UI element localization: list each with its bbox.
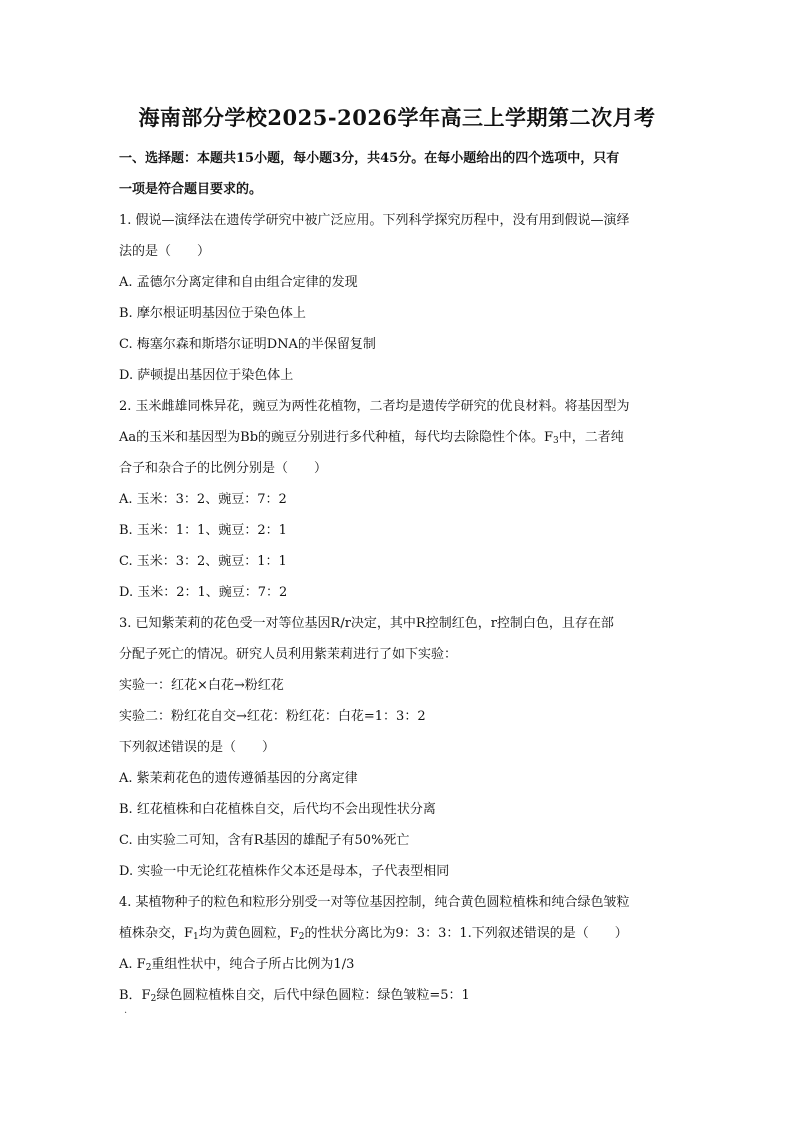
q4-option-b-post: 绿色圆粒植株自交，后代中绿色圆粒：绿色皱粒=5：1 [156, 988, 470, 1003]
stray-mark: · [124, 1008, 128, 1019]
q3-stem-line-1: 3. 已知紫茉莉的花色受一对等位基因R/r决定，其中R控制红色，r控制白色，且存在部 [119, 616, 614, 631]
q1-option-b: B. 摩尔根证明基因位于染色体上 [119, 306, 306, 321]
q4-stem-line-2 [119, 918, 679, 949]
q2-option-b: B. 玉米：1：1、豌豆：2：1 [119, 523, 287, 538]
q1-option-d: D. 萨顿提出基因位于染色体上 [119, 368, 294, 383]
q2-stem-line-2-tail: 中，二者纯 [558, 430, 624, 445]
q4-option-a-sub: 2 [145, 963, 152, 973]
q2-stem-line-1: 2. 玉米雌雄同株异花，豌豆为两性花植物，二者均是遗传学研究的优良材料。将基因型为 [119, 399, 630, 414]
q4-subscript-2: 2 [298, 932, 305, 942]
section-instructions-line-2: 一项是符合题目要求的。 [119, 182, 263, 197]
q4-option-b [119, 980, 679, 1011]
q4-stem-2-c: 的性状分离比为9：3：3：1.下列叙述错误的是（ ） [304, 926, 628, 941]
q3-question: 下列叙述错误的是（ ） [119, 740, 276, 755]
q3-option-a: A. 紫茉莉花色的遗传遵循基因的分离定律 [119, 771, 358, 786]
page-title: 海南部分学校2025-2026学年高三上学期第二次月考 [138, 105, 656, 130]
q4-stem-2-b: 均为黄色圆粒，F [198, 926, 299, 941]
q4-subscript-1: 1 [193, 932, 199, 942]
section-instructions-line-1: 一、选择题：本题共15小题，每小题3分，共45分。在每小题给出的四个选项中，只有 [119, 151, 620, 166]
q3-option-d: D. 实验一中无论红花植株作父本还是母本，子代表型相同 [119, 864, 450, 879]
q2-stem-line-2-text: Aa的玉米和基因型为Bb的豌豆分别进行多代种植，每代均去除隐性个体。F [119, 430, 554, 445]
q1-stem-line-2: 法的是（ ） [119, 244, 211, 259]
q1-stem-line-1: 1. 假说—演绎法在遗传学研究中被广泛应用。下列科学探究历程中，没有用到假说—演绎 [119, 213, 630, 228]
q3-stem-line-2: 分配子死亡的情况。研究人员利用紫茉莉进行了如下实验： [119, 647, 458, 662]
q3-experiment-1: 实验一：红花×白花→粉红花 [119, 678, 284, 693]
q2-option-c: C. 玉米：3：2、豌豆：1：1 [119, 554, 287, 569]
q4-option-b-sub: 2 [150, 994, 157, 1004]
q4-option-a-post: 重组性状中，纯合子所占比例为1/3 [151, 957, 355, 972]
q3-experiment-2: 实验二：粉红花自交→红花：粉红花：白花=1：3：2 [119, 709, 426, 724]
q3-option-b: B. 红花植株和白花植株自交，后代均不会出现性状分离 [119, 802, 436, 817]
q2-stem-line-2 [119, 422, 679, 453]
question-content [119, 143, 679, 1011]
q2-option-a: A. 玉米：3：2、豌豆：7：2 [119, 492, 287, 507]
q2-option-d: D. 玉米：2：1、豌豆：7：2 [119, 585, 288, 600]
q2-subscript: 3 [553, 436, 559, 446]
q1-option-c: C. 梅塞尔森和斯塔尔证明DNA的半保留复制 [119, 337, 376, 352]
q4-option-a-pre: A. F [119, 957, 146, 972]
q4-option-a [119, 949, 679, 980]
q2-stem-line-3: 合子和杂合子的比例分别是（ ） [119, 461, 328, 476]
q1-option-a: A. 孟德尔分离定律和自由组合定律的发现 [119, 275, 358, 290]
q3-option-c: C. 由实验二可知，含有R基因的雄配子有50%死亡 [119, 833, 410, 848]
q4-stem-2-a: 植株杂交，F [119, 926, 194, 941]
q4-option-b-pre: B．F [119, 988, 151, 1003]
q4-stem-line-1: 4. 某植物种子的粒色和粒形分别受一对等位基因控制，纯合黄色圆粒植株和纯合绿色皱粒 [119, 895, 630, 910]
